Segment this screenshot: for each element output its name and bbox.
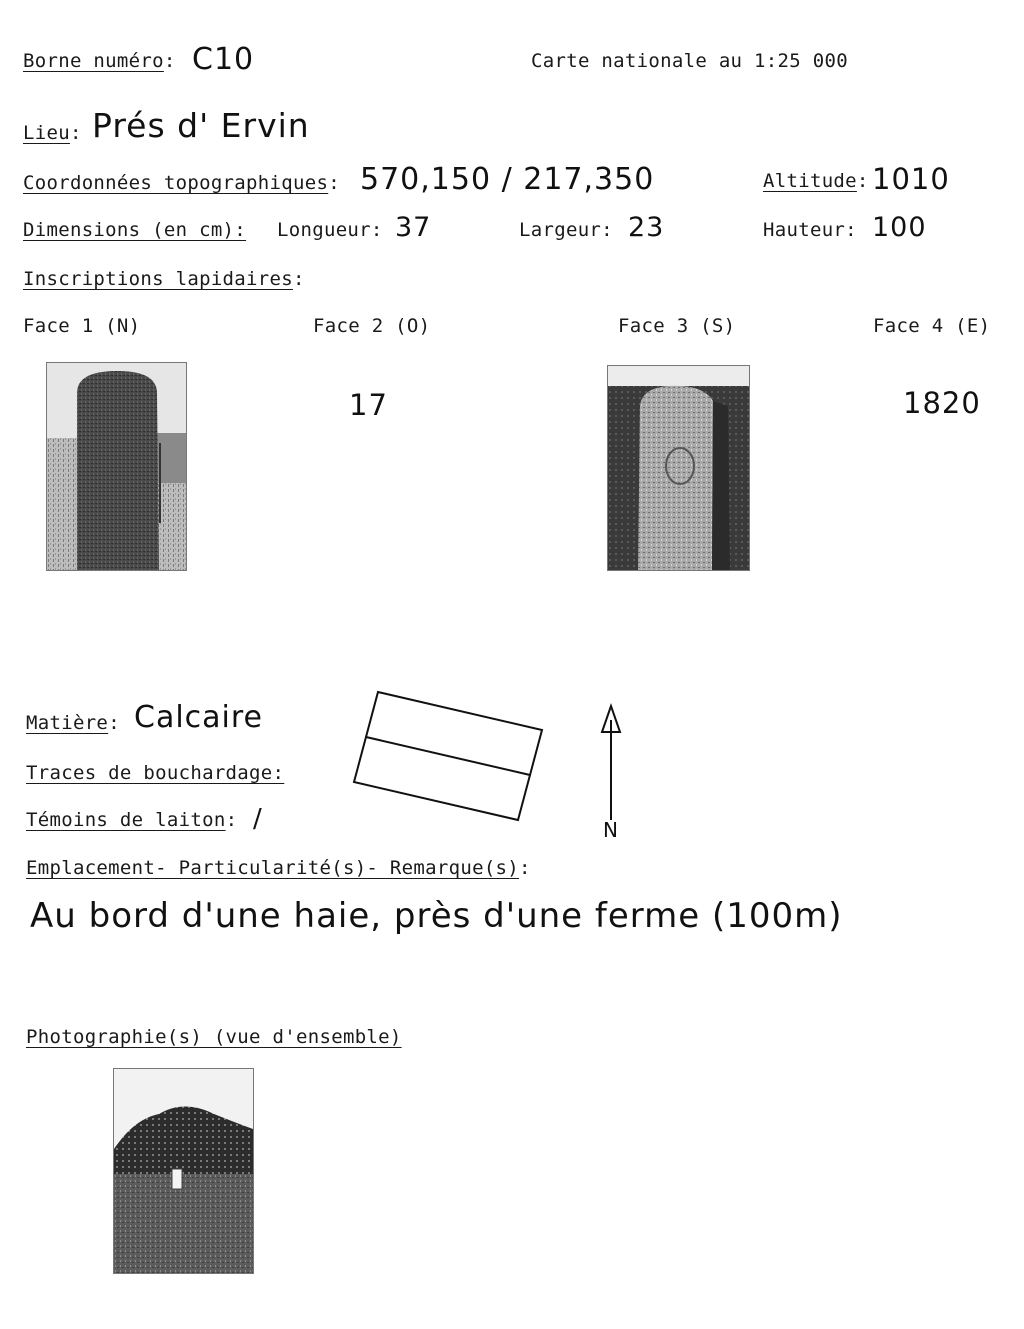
face-2-label: Face 2 (O) bbox=[313, 315, 431, 337]
lieu-field: Lieu: bbox=[23, 122, 82, 144]
dimensions-label: Dimensions (en cm): bbox=[23, 219, 247, 241]
altitude-label: Altitude bbox=[763, 170, 857, 192]
coordonnees-label: Coordonnées topographiques bbox=[23, 172, 329, 194]
photographie-label: Photographie(s) (vue d'ensemble) bbox=[26, 1026, 402, 1048]
coordonnees-field: Coordonnées topographiques: bbox=[23, 172, 340, 194]
face-4-inscription: 1820 bbox=[903, 386, 981, 420]
colon: : bbox=[163, 50, 176, 72]
hauteur-label: Hauteur: bbox=[763, 219, 857, 241]
borne-label: Borne numéro bbox=[23, 50, 164, 72]
orientation-diagram bbox=[340, 680, 640, 850]
coordonnees-value: 570,150 / 217,350 bbox=[360, 162, 655, 197]
altitude-value: 1010 bbox=[872, 162, 950, 196]
north-label: N bbox=[603, 818, 619, 842]
face-3-photo bbox=[607, 365, 750, 571]
face-4-label: Face 4 (E) bbox=[873, 315, 991, 337]
emplacement-label: Emplacement- Particularité(s)- Remarque(s) bbox=[26, 857, 520, 879]
borne-field bbox=[23, 50, 176, 72]
inscriptions-label: Inscriptions lapidaires bbox=[23, 268, 293, 290]
matiere-value: Calcaire bbox=[134, 700, 264, 735]
face-1-label: Face 1 (N) bbox=[23, 315, 141, 337]
inscriptions-field: Inscriptions lapidaires: bbox=[23, 268, 305, 290]
largeur-label: Largeur: bbox=[519, 219, 613, 241]
longueur-value: 37 bbox=[395, 212, 432, 243]
traces-label: Traces de bouchardage: bbox=[26, 762, 285, 784]
emplacement-value: Au bord d'une haie, près d'une ferme (100m) bbox=[30, 896, 843, 936]
matiere-field: Matière: bbox=[26, 712, 120, 734]
face-2-inscription: 17 bbox=[349, 388, 388, 422]
face-3-label: Face 3 (S) bbox=[618, 315, 736, 337]
matiere-label: Matière bbox=[26, 712, 109, 734]
borne-value: C10 bbox=[192, 42, 255, 77]
emplacement-field: Emplacement- Particularité(s)- Remarque(s): bbox=[26, 857, 531, 879]
temoins-label: Témoins de laiton bbox=[26, 809, 226, 831]
overview-photo bbox=[113, 1068, 254, 1274]
temoins-field: Témoins de laiton: bbox=[26, 809, 238, 831]
carte-text: Carte nationale au 1:25 000 bbox=[531, 50, 848, 72]
lieu-value: Prés d' Ervin bbox=[92, 106, 310, 145]
longueur-label: Longueur: bbox=[277, 219, 383, 241]
stone-midline bbox=[366, 737, 530, 775]
hauteur-value: 100 bbox=[872, 212, 927, 243]
altitude-field: Altitude: bbox=[763, 170, 869, 192]
largeur-value: 23 bbox=[628, 212, 665, 243]
lieu-label: Lieu bbox=[23, 122, 70, 144]
face-1-photo bbox=[46, 362, 187, 571]
temoins-value: / bbox=[253, 804, 263, 834]
